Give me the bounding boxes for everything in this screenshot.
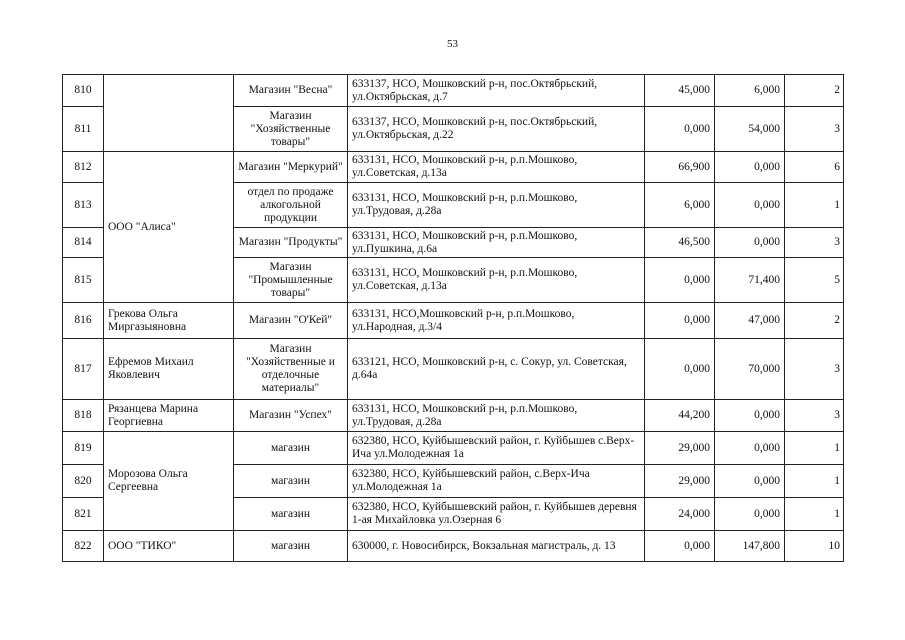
value-2: 0,000 [715, 400, 785, 432]
value-2: 47,000 [715, 303, 785, 339]
shop-type: Магазин "Успех" [234, 400, 348, 432]
org-name: Рязанцева Марина Георгиевна [104, 400, 234, 432]
value-1: 29,000 [645, 432, 715, 465]
table-row [63, 75, 844, 107]
value-3: 5 [785, 258, 844, 303]
value-2: 147,800 [715, 531, 785, 562]
shop-address: 633121, НСО, Мошковский р-н, с. Сокур, ул. Советская, д.64а [348, 339, 645, 400]
org-name: ООО "ТИКО" [104, 531, 234, 562]
value-2: 6,000 [715, 75, 785, 107]
value-3: 3 [785, 339, 844, 400]
row-number: 810 [63, 75, 104, 107]
value-3: 1 [785, 465, 844, 498]
value-2: 0,000 [715, 183, 785, 228]
shop-address: 633137, НСО, Мошковский р-н, пос.Октябрьский, ул.Октябрьская, д.22 [348, 107, 645, 152]
shops-table [62, 74, 844, 562]
row-number: 814 [63, 228, 104, 258]
value-1: 0,000 [645, 339, 715, 400]
value-1: 46,500 [645, 228, 715, 258]
table-row [63, 400, 844, 432]
row-number: 822 [63, 531, 104, 562]
value-1: 0,000 [645, 107, 715, 152]
value-3: 1 [785, 498, 844, 531]
row-number: 818 [63, 400, 104, 432]
value-3: 3 [785, 107, 844, 152]
shop-address: 633131, НСО, Мошковский р-н, р.п.Мошково, ул.Трудовая, д.28а [348, 183, 645, 228]
table-row [63, 432, 844, 465]
value-3: 6 [785, 152, 844, 183]
org-name: Грекова Ольга Миргазыяновна [104, 303, 234, 339]
value-2: 0,000 [715, 498, 785, 531]
shop-type: магазин [234, 432, 348, 465]
shop-type: Магазин "Меркурий" [234, 152, 348, 183]
org-name: Ефремов Михаил Яковлевич [104, 339, 234, 400]
value-2: 54,000 [715, 107, 785, 152]
table-row [63, 339, 844, 400]
shop-type: Магазин "Продукты" [234, 228, 348, 258]
value-2: 0,000 [715, 432, 785, 465]
shop-type: Магазин "Хозяйственные товары" [234, 107, 348, 152]
shop-type: Магазин "Хозяйственные и отделочные материалы" [234, 339, 348, 400]
row-number: 821 [63, 498, 104, 531]
table-row [63, 531, 844, 562]
shop-address: 632380, НСО, Куйбышевский район, с.Верх-Ича ул.Молодежная 1а [348, 465, 645, 498]
table-row [63, 303, 844, 339]
shop-type: магазин [234, 465, 348, 498]
value-3: 10 [785, 531, 844, 562]
shop-type: Магазин "Весна" [234, 75, 348, 107]
shop-address: 632380, НСО, Куйбышевский район, г. Куйбышев с.Верх-Ича ул.Молодежная 1а [348, 432, 645, 465]
value-1: 6,000 [645, 183, 715, 228]
value-1: 0,000 [645, 531, 715, 562]
value-1: 0,000 [645, 303, 715, 339]
row-number: 811 [63, 107, 104, 152]
shop-address: 633131, НСО, Мошковский р-н, р.п.Мошково, ул.Советская, д.13а [348, 258, 645, 303]
row-number: 815 [63, 258, 104, 303]
shop-type: Магазин "О'Кей" [234, 303, 348, 339]
value-1: 45,000 [645, 75, 715, 107]
shop-address: 630000, г. Новосибирск, Вокзальная магистраль, д. 13 [348, 531, 645, 562]
shop-address: 633131, НСО,Мошковский р-н, р.п.Мошково, ул.Народная, д.3/4 [348, 303, 645, 339]
row-number: 816 [63, 303, 104, 339]
row-number: 817 [63, 339, 104, 400]
row-number: 813 [63, 183, 104, 228]
value-3: 2 [785, 75, 844, 107]
value-2: 71,400 [715, 258, 785, 303]
shop-type: Магазин "Промышленные товары" [234, 258, 348, 303]
value-3: 1 [785, 432, 844, 465]
org-cell-empty [104, 75, 234, 152]
value-1: 44,200 [645, 400, 715, 432]
shop-type: магазин [234, 531, 348, 562]
value-2: 0,000 [715, 152, 785, 183]
page-number: 53 [447, 38, 458, 50]
row-number: 820 [63, 465, 104, 498]
value-1: 0,000 [645, 258, 715, 303]
value-2: 70,000 [715, 339, 785, 400]
org-name: Морозова Ольга Сергеевна [104, 432, 234, 531]
value-3: 1 [785, 183, 844, 228]
shop-address: 633131, НСО, Мошковский р-н, р.п.Мошково, ул.Трудовая, д.28а [348, 400, 645, 432]
value-1: 24,000 [645, 498, 715, 531]
value-3: 2 [785, 303, 844, 339]
shop-address: 633131, НСО, Мошковский р-н, р.п.Мошково, ул.Пушкина, д.6а [348, 228, 645, 258]
row-number: 819 [63, 432, 104, 465]
row-number: 812 [63, 152, 104, 183]
shop-address: 633137, НСО, Мошковский р-н, пос.Октябрьский, ул.Октябрьская, д.7 [348, 75, 645, 107]
value-3: 3 [785, 400, 844, 432]
shop-type: магазин [234, 498, 348, 531]
value-2: 0,000 [715, 228, 785, 258]
org-name: ООО "Алиса" [104, 152, 234, 303]
value-3: 3 [785, 228, 844, 258]
table-row [63, 152, 844, 183]
value-2: 0,000 [715, 465, 785, 498]
value-1: 29,000 [645, 465, 715, 498]
value-1: 66,900 [645, 152, 715, 183]
shop-type: отдел по продаже алкогольной продукции [234, 183, 348, 228]
shop-address: 633131, НСО, Мошковский р-н, р.п.Мошково, ул.Советская, д.13а [348, 152, 645, 183]
shop-address: 632380, НСО, Куйбышевский район, г. Куйбышев деревня 1-ая Михайловка ул.Озерная 6 [348, 498, 645, 531]
